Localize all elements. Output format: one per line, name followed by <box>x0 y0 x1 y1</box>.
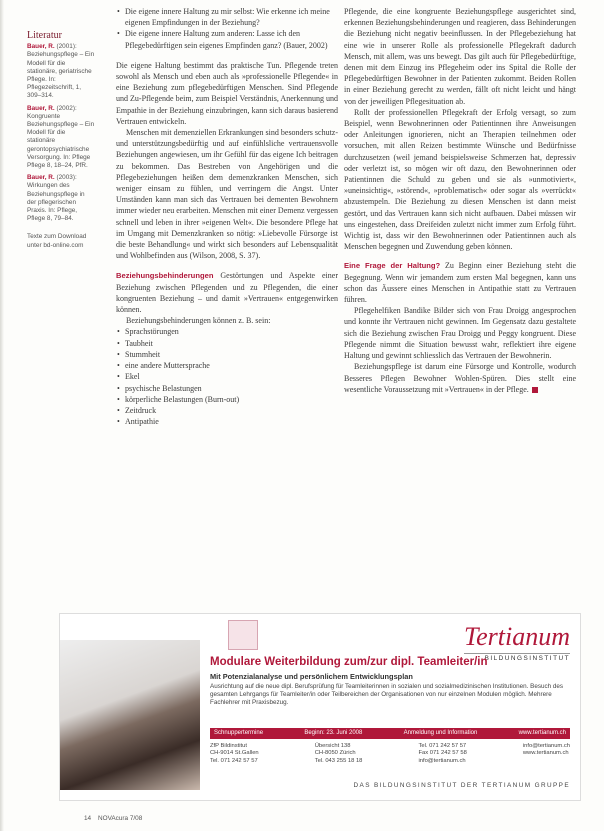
list-item: • Sprachstörungen <box>116 326 338 337</box>
page-footer <box>84 815 143 822</box>
brand-name: Tertianum <box>464 622 570 651</box>
address-block: info@tertianum.ch www.tertianum.ch <box>522 743 570 757</box>
reference-author: Bauer, R. <box>27 174 55 182</box>
page-number: 14 <box>84 815 92 822</box>
list-item: • Ekel <box>116 371 338 382</box>
paragraph-text: Zu Beginn einer Beziehung steht die Begegnung. Wenn wir jemandem zum ersten Mal begegnen, kann uns schon das Äussere eines Menschen in Antipathie statt zu Vertrauen führen. <box>344 261 577 305</box>
info-bar-item: Schnuppertermine <box>214 730 264 736</box>
info-bar-item: Beginn: 23. Juni 2008 <box>304 730 363 736</box>
paragraph: Rollt der professionellen Pflegekraft der Erfolg versagt, so zum Beispiel, wenn Bewohnerinnen oder Patientinnen ihre Anweisungen oder Anleitungen ignorieren, nicht an Therapien teilnehmen oder vorsuchen, mit allen Reizen bestimmte Wünsche und Bedürfnisse durchzusetzen (weil jemand beispielsweise Schmerzen hat, depressiv oder verletzt ist, so mögen wir oft dazu, den Bewohnerinnen oder Patientinnen die Schuld zu geben und sie als »unmotiviert«, »uneinsichtig«, »störend«, »problematisch« oder sogar als »verrückt« abzustempeln. Die Beziehung zu diesen Menschen ist dann meist gestört, und das Vertrauen kann sich nicht aufbauen. Dabei müssen wir uns eingestehen, dass Dreifeiden zuletzt nicht immer zum Erfolg führt. Wichtig ist, dass wir den Bewohnerinnen oder Patientinnen auch als Menschen begegnen und Zuwendung geben können. <box>344 107 576 252</box>
paragraph <box>344 361 576 395</box>
list-item: • Stummheit <box>116 349 338 360</box>
paragraph-text: Gestörtungen und Aspekte einer Beziehung zwischen Pflegenden und zu Pflegenden, die einer kongruenten Beziehung – und damit »Vertrauen« entgegenwirken können. <box>116 271 338 315</box>
ad-photo <box>60 640 200 790</box>
ad-addresses <box>210 743 570 765</box>
list-item: • psychische Belastungen <box>116 383 338 394</box>
reference-item <box>27 174 95 223</box>
list-item: • Antipathie <box>116 416 338 427</box>
reference-text: (2001): Beziehungspflege – Ein Modell für die stationäre, geriatrische Pflege. In: Pflegezeitschrift, 1, 309–314. <box>27 43 95 100</box>
reference-text: (2002): Kongruente Beziehungspflege – Ein Modell für die stationäre gerontopsychiatrische Versorgung. In: Pflege Pflege 8, 18–24, PfR. <box>27 104 95 170</box>
list-item: • Die eigene innere Haltung zu mir selbst: Wie erkenne ich meine eigenen Empfindungen in der Beziehung? <box>116 6 338 28</box>
paragraph: Pflegende, die eine kongruente Beziehungspflege ausgerichtet sind, erkennen Beziehungsbehinderungen und reagieren, dass Behinderungen die Beziehung nicht negativ beeinflussen. In der Pflegebeziehung hat eine wie in unserer Rolle als professionelle Pflegekraft dadurch Mensch, mit allem, was uns bewegt. Das gilt auch für Pflegebedürftige, denen mit dem Einzug ins Pflegeheim oder ins Spital die Rolle der Pflegebedürftigen Bewohner in der Patienten zukommt. Beiden Rollen in einer Beziehung gerecht zu werden, fällt oft nicht leicht und hängt von der jeweiligen Pflegesituation ab. <box>344 7 576 106</box>
paragraph: Beziehungsbehinderungen können z. B. sein: <box>126 316 271 326</box>
reference-item <box>27 105 95 171</box>
list-item: • Zeitdruck <box>116 405 338 416</box>
ad-info-bar <box>210 728 570 739</box>
list-item: • eine andere Muttersprache <box>116 360 338 371</box>
logo-icon <box>228 620 258 650</box>
address-block: Tel. 071 242 57 57 Fax 071 242 57 58 info@tertianum.ch <box>418 743 467 764</box>
paragraph: Menschen mit demenziellen Erkrankungen sind besonders schutz- und unterstützungsbedürftig und auf einfühlsliche vertrauensvolle Beziehungen angewiesen, um ihr Gefühl für das eigene Ich beitragen zu bekommen. Das Bestreben von Angehörigen und die Pflegebeziehungen heißen dem demenzkranken Menschen, sich weniger einsam zu fühlen, und verringern die Angst. Unter Umständen kann man sich das Vertrauen bei dementen Bewohnern immer wieder neu erarbeiten. Menschen mit einer Demenz vergessen schnell und leben in ihrer »eigenen Welt«. Die besondere Pflege hat im Umgang mit Demenzkranken so nötig: »Liebevolle Fürsorge ist die beste Behandlung« und wirkt sich besonders auf Lebensqualität und Wohlbefinden aus (Wilson, 2008, S. 37). <box>116 128 338 261</box>
literature-heading: Literatur <box>27 30 62 41</box>
paragraph <box>344 260 576 305</box>
article-column-left <box>116 6 338 427</box>
reference-text: (2003): Wirkungen des Beziehungspflege in der pflegerischen Praxis. In: Pflege, Pflege 8, 79–84. <box>27 174 85 223</box>
address-block: Übersicht 138 CH-8050 Zürich Tel. 043 255 18 18 <box>314 743 363 764</box>
list-item: • Die eigene innere Haltung zum anderen: Lasse ich den Pflegebedürftigen sein eigenes Empfinden ganz? (Bauer, 2002) <box>116 28 338 50</box>
page-fold-shadow <box>0 0 4 831</box>
list-item: • Taubheit <box>116 338 338 349</box>
ad-subheadline: Mit Potenzialanalyse und persönlichem Entwicklungsplan <box>210 672 413 681</box>
section-heading: Eine Frage der Haltung? <box>344 261 441 271</box>
list-item: • körperliche Belastungen (Burn-out) <box>116 394 338 405</box>
bullet-list-bottom <box>116 326 338 427</box>
ad-footer: DAS BILDUNGSINSTITUT DER TERTIANUM GRUPPE <box>353 782 570 789</box>
paragraph <box>116 270 338 315</box>
ad-body: Ausrichtung auf die neue dipl. Berufsprüfung für Teamleiterinnen in sozialen und sozialmedizinischen Institutionen. Besuch des gesamten Lehrgangs für Teamleiter/in oder Teilbereichen der Organisationen von nur einzelnen Modulen möglich. Mehrere Fachlehrer mit Praxisbezug. <box>210 683 564 706</box>
brand-subtitle: BILDUNGSINSTITUT <box>464 653 570 662</box>
literature-sidebar <box>27 32 95 250</box>
paragraph: Pflegehelfiken Bandike Bilder sich von Frau Droigg angesprochen und konnte ihr Vertrauen nicht gewinnen. Im Gegensatz dazu gestaltete sich die Beziehung zwischen Frau Droigg und Peggy kongruent. Diese Pflegende nimmt die Situation bewusst wahr, reflektiert ihre eigene Haltung und gewinnt schliesslich das Vertrauen der Bewohnerin. <box>344 306 576 361</box>
address-block: ZfP Bildinstitut CH-9014 St.Gallen Tel. 071 242 57 57 <box>210 743 259 764</box>
info-bar-item: Anmeldung und Information <box>403 730 478 736</box>
advertisement <box>59 613 581 801</box>
section-heading: Beziehungsbehinderungen <box>116 271 214 281</box>
download-note: Texte zum Download unter bd-online.com <box>27 233 87 249</box>
bullet-list-top <box>116 6 338 51</box>
end-mark-icon <box>532 387 538 393</box>
info-bar-item: www.tertianum.ch <box>518 730 566 736</box>
publication-name: NOVAcura 7/08 <box>98 815 143 822</box>
reference-author: Bauer, R. <box>27 104 55 112</box>
paragraph: Die eigene Haltung bestimmt das praktische Tun. Pflegende treten sowohl als Mensch und eben auch als »professionelle Pflegende« in eine Beziehung zum pflegebedürftigen Menschen. Sind Pflegende und Zu-Pflegende beim, zum Beispiel Verständnis, Anerkennung und Empathie in der Beziehung einzubringen, kann sich daraus basierend Vertrauen entwickeln. <box>116 60 338 126</box>
reference-author: Bauer, R. <box>27 43 55 51</box>
article-column-right <box>344 6 576 395</box>
reference-item <box>27 43 95 100</box>
paragraph-text: Beziehungspflege ist darum eine Fürsorge und Kontrolle, wodurch Besseres Pflegen Bewohner Wohlen-Spüren. Dies stellt eine wesentliche Voraussetzung mit »Vertrauen« in der Pflege. <box>344 362 576 394</box>
ad-headline: Modulare Weiterbildung zum/zur dipl. Teamleiter/in <box>210 656 488 668</box>
